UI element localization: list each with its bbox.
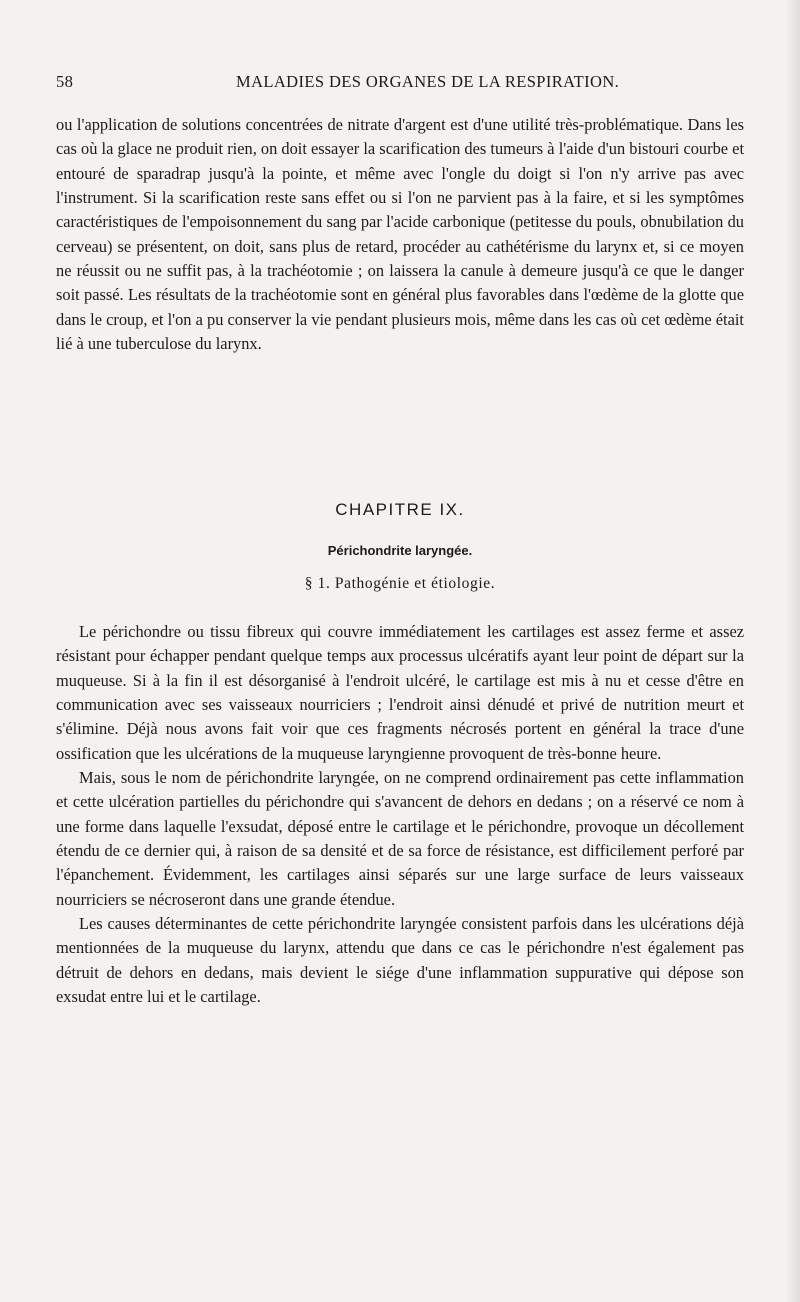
paragraph: Le périchondre ou tissu fibreux qui couvre immédiatement les cartilages est assez ferme et assez résistant pour échapper pendant quelque temps aux processus ulcératifs ayant leur point de départ sur la muqueuse. Si à la fin il est désorganisé à l'endroit ulcéré, le cartilage est mis à nu et cesse d'être en communication avec ses vaisseaux nourriciers ; l'endroit ainsi dénudé et privé de nutrition meurt et s'élimine. Déjà nous avons fait voir que ces fragments nécrosés portent en général la trace d'une ossification que les ulcérations de la muqueuse laryngienne provoquent de très-bonne heure. (56, 622, 744, 763)
text-block-top (56, 113, 744, 356)
running-header (56, 72, 736, 94)
text-block-bottom (56, 620, 744, 1010)
page-number: 58 (56, 72, 74, 91)
chapter-title: CHAPITRE IX. (335, 500, 465, 519)
page-edge-shadow (786, 0, 800, 1302)
paragraph: Mais, sous le nom de périchondrite laryngée, on ne comprend ordinairement pas cette inflammation et cette ulcération partielles du périchondre qui s'avancent de dehors en dedans ; on a réservé ce nom à une forme dans laquelle l'exsudat, déposé entre le cartilage et le périchondre, provoque un décollement étendu de ce dernier qui, à raison de sa densité et de sa force de résistance, est difficilement perforé par l'épanchement. Évidemment, les cartilages ainsi séparés sur une large surface de leurs vaisseaux nourriciers se nécroseront dans une grande étendue. (56, 768, 744, 909)
section-heading: § 1. Pathogénie et étiologie. (304, 575, 496, 592)
paragraph: Les causes déterminantes de cette périchondrite laryngée consistent parfois dans les ulcérations déjà mentionnées de la muqueuse du larynx, attendu que dans ce cas le périchondre n'est également pas détruit de dehors en dedans, mais devient le siége d'une inflammation suppurative qui dépose son exsudat entre lui et le cartilage. (56, 914, 744, 1007)
chapter-heading: Périchondrite laryngée. (327, 543, 473, 558)
paragraph-continued: ou l'application de solutions concentrées de nitrate d'argent est d'une utilité très-problématique. Dans les cas où la glace ne produit rien, on doit essayer la scarification des tumeurs à l'aide d'un bistouri courbe et entouré de sparadrap jusqu'à la pointe, et même avec l'ongle du doigt si l'on n'y arrive pas avec l'instrument. Si la scarification reste sans effet ou si l'on ne parvient pas à la faire, et si les symptômes caractéristiques de l'empoisonnement du sang par l'acide carbonique (petitesse du pouls, obnubilation du cerveau) se présentent, on doit, sans plus de retard, procéder au cathétérisme du larynx et, si ce moyen ne réussit ou ne suffit pas, à la trachéotomie ; on laissera la canule à demeure jusqu'à ce que le danger soit passé. Les résultats de la trachéotomie sont en général plus favorables dans l'œdème de la glotte que dans le croup, et l'on a pu conserver la vie pendant plusieurs mois, même dans les cas où cet œdème était lié à une tuberculose du larynx. (56, 115, 744, 354)
running-title: MALADIES DES ORGANES DE LA RESPIRATION. (236, 72, 620, 91)
